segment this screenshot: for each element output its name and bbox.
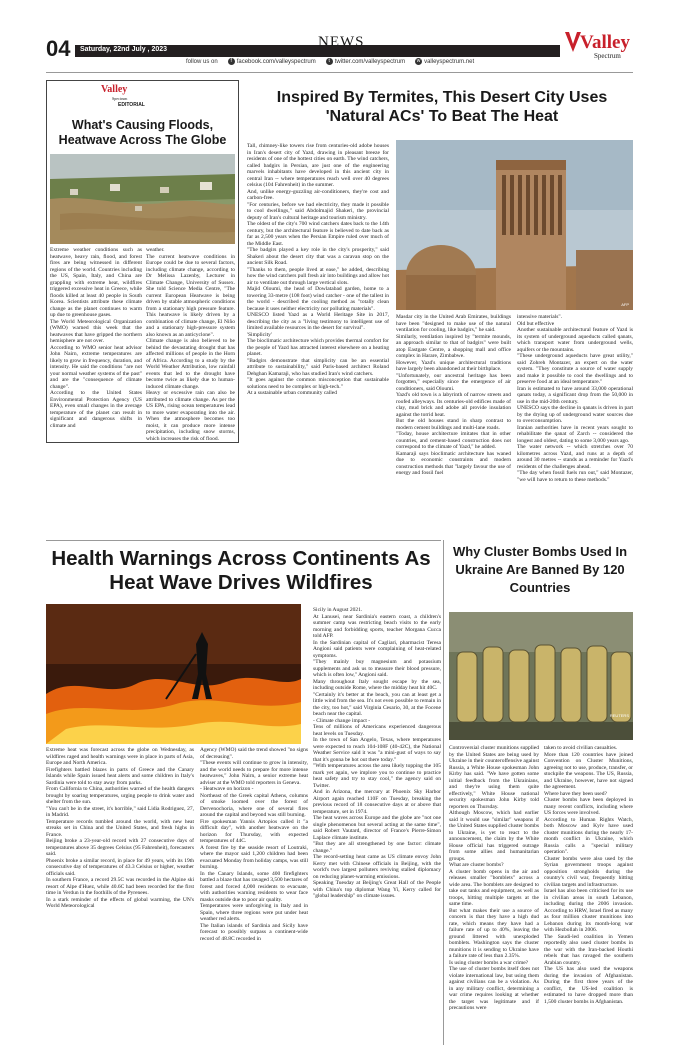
facebook-link[interactable]: f facebook.com/valleyspectrum — [228, 58, 316, 65]
munitions-photo — [449, 612, 633, 740]
cluster-column-2: taken to avoid civilian casualties. More than 120 countries have joined Convention on Cluster Munitions, agreeing not to use, produce, transfer, or stockpile the weapons. The US, Russia, and Ukraine, however, have not signed the agreement. Where have they been used? Cluster bombs have been deployed in many recent conflicts, including where US forces were involved. According to Human Rights Watch, both Moscow and Kyiv have used cluster munitions during the nearly 17-month conflict in Ukraine, which Russia calls a "special military operation". Cluster bombs were also used by the Syrian government troops against opposition strongholds during the country's civil war, frequently hitting civilian targets and infrastructure. Israel has also been criticised for its use in civilian areas in south Lebanon, including during the 2006 invasion. According to HRW, Israel fired as many as four million cluster munitions into Lebanon during its month-long war with Hezbollah in 2006. The Saudi-led coalition in Yemen reportedly also used cluster bombs in the war with the Iran-backed Houthi rebels that has ravaged the southern Arabian country. The US has also used the weapons during the invasion of Afghanistan. During the first three years of the conflict, the US-led coalition is estimated to have dropped more than 1,500 cluster bombs in Afghanistan. — [544, 745, 633, 1005]
editorial-headline: What's Causing Floods, Heatwave Across The Globe — [58, 118, 227, 147]
termites-column-2: Masdar city in the United Arab Emirates, buildings have been "designed to make use of the natural ventilation for cooling, like badgirs," he said. Similarly, ventilation inspired by "termite mounds, an approach similar to that of badgirs" were built atop Eastgate Centre, a shopping mall and office complex in Harare, Zimbabwe. However, Yazd's unique architectural traditions have largely been abandoned at their birthplace. "Unfortunately, our ancestral heritage has been forgotten," especially since the emergence of air conditioners, said Oloumi. Yazd's old town is a labyrinth of narrow streets and roofed alleyways. Its centuries-old edifices made of clay, mud brick and adobe all provide insulation against the torrid heat. But the old houses stand in sharp contrast to modern cement buildings and multi-lane roads. "Today, house architecture imitates that in other countries, and cement-based construction does not correspond to the climate of Yazd," he added. Kamaraji says bioclimatic architecture has waned due to economic constraints and modern construction methods that "largely favour the use of energy and fossil fuel — [396, 314, 511, 476]
facebook-icon: f — [228, 58, 235, 65]
social-links — [186, 58, 474, 65]
column-divider — [443, 540, 444, 1045]
wind-catcher-photo — [396, 140, 633, 310]
editorial-brand-name: Valley — [101, 84, 128, 95]
website-link[interactable]: w valleyspectrum.net — [416, 58, 475, 65]
editorial-column-1: Extreme weather conditions such as heatwave, heavy rain, flood, and forest fires are being witnessed in different regions of the world. Countries including the US, Spain, Italy, and China are grappling with extreme heat, wildfires triggered excessive heat in Greece, while floods killed at least 40 people in South Korea. Scientists attribute these climate change as the planet continues to warm up due to greenhouse gases. The World Meteorological Organization (WMO) warned this week that the heatwaves that have gripped the northern hemisphere are not over. According to WMO senior heat advisor John Nairn, extreme temperatures are likely to grow in frequency, duration, and intensity. He said the conditions "are not your normal weather systems of the past" and are the "consequence of climate change". According to the United States Environmental Protection Agency (US EPA), even small changes in the average temperature of the planet can result in significant and dangerous shifts in climate and — [50, 247, 142, 429]
health-headline: Health Warnings Across Continents As Heat Wave Drives Wildfires — [51, 547, 431, 594]
issue-date: Saturday, 22nd July , 2023 — [80, 46, 168, 53]
termites-column-1: Tall, chimney-like towers rise from centuries-old adobe houses in Iran's desert city of Yazd, drawing in pleasant breeze for residents of one of the hottest cities on earth. The wind catchers, called badgirs in Persian, are just one of the engineering marvels inhabitants have developed in this ancient city in central Iran -- where temperatures reach well over 40 degrees celsius (104 Fahrenheit) in the summer. And, unlike energy-guzzling air-conditioners, they're cost and carbon-free. "For centuries, before we had electricity, they made it possible to cool dwellings," said Abdolmajid Shakeri, the provincial deputy of Iran's cultural heritage and tourism ministry. The oldest of the city's 700 wind catchers dates back to the 14th century, but the architectural feature is believed to date back as far as 2,500 years when the Persian Empire ruled over much of the Middle East. "The badgirs played a key role in the city's prosperity," said Shakeri about the desert city that was a caravan stop on the ancient Silk Road. "Thanks to them, people lived at ease," he added, describing how the wind catchers pull fresh air into buildings and allow hot air to ventilate out through large vertical slots. Majid Oloumi, the head of Dowlatabad garden, home to a towering 33-metre (108 foot) wind catcher - one of the tallest in the world - described the cooling method as "totally clean because it uses neither electricity nor polluting materials". UNESCO listed Yazd as a World Heritage Site in 2017, describing the city as a "living testimony to intelligent use of limited available resources in the desert for survival". 'Simplicity' The bioclimatic architecture which provides thermal comfort for the people of Yazd has attracted interest elsewhere on a heating planet. "Badgirs demonstrate that simplicity can be an essential attribute to sustainability," said Paris-based architect Roland Dehghan Kamaraji, who has studied Iran's wind catchers. "It goes against the common misconception that sustainable solutions need to be complex or high-tech." At a sustainable urban community called — [247, 143, 389, 396]
editorial-label: EDITORIAL — [118, 102, 145, 108]
cluster-headline: Why Cluster Bombs Used In Ukraine Are Banned By 120 Countries — [452, 544, 628, 595]
section-title: NEWS — [318, 34, 365, 50]
header-divider — [46, 72, 633, 73]
health-column-1: Extreme heat was forecast across the globe on Wednesday, as wildfires raged and health warnings were in place in parts of Asia, Europe and North America. Firefighters battled blazes in parts of Greece and the Canary Islands while Spain issued heat alerts and some children in Italy's Sardinia were told to stay away from parks. From California to China, authorities warned of the health dangers brought by soaring temperatures, urging people to drink water and shelter from the sun. "You can't be in the street, it's horrible," said Lidia Rodriguez, 27, in Madrid. Temperature records tumbled around the world, with new heat streaks set in China and the United States, and fresh highs in France. Beijing broke a 23-year-old record with 27 consecutive days of temperatures above 35 degrees Celsius (95 Fahrenheit), forecasters said. Phoenix broke a similar record, in place for 49 years, with its 19th consecutive day of temperatures of 43.3 Celsius or higher, weather officials said. In southern France, a record 29.5C was recorded in the Alpine ski resort of Alpe d'Huez, while 40.6C had been recorded for the first time in Verdun in the foothills of the Pyrenees. In a stark reminder of the effects of global warming, the UN's World Meteorological — [46, 747, 194, 909]
wildfire-photo — [46, 604, 301, 744]
twitter-icon: t — [326, 58, 333, 65]
page-number: 04 — [46, 36, 71, 61]
section-divider — [46, 540, 441, 541]
cluster-photo-credit: REUTERS — [609, 713, 629, 718]
brand-name: Valley — [580, 32, 630, 53]
twitter-link[interactable]: t twitter.com/valleyspectrum — [326, 58, 405, 65]
termites-photo-credit: AFP — [621, 302, 629, 307]
flood-photo — [50, 154, 235, 244]
editorial-brand-subtitle: Spectrum — [112, 96, 128, 101]
brand-subtitle: Spectrum — [594, 52, 621, 60]
follow-label: follow us on — [186, 58, 218, 65]
termites-column-3: intensive materials". Old but effective Another sustainable architectural feature of Yazd is its system of underground aqueducts called qanats, which transport water from underground wells, aquifers or the mountains. "These underground aqueducts have great utility," said Zohreh Montazer, an expert on the water system. "They constitute a source of water supply and make it possible to cool the dwellings and to preserve food at an ideal temperature." Iran is estimated to have around 33,000 operational qanats today, a significant drop from the 50,000 in use in the mid-20th century. UNESCO says the decline in qanats is driven in part by the drying up of underground water sources due to overconsumption. Iranian authorities have in recent years sought to rehabilitate the qanat of Zarch -- considered the longest and oldest, dating to some 3,000 years ago. The water network -- which stretches over 70 kilometres across Yazd, and runs at a depth of around 30 metres -- stands as a reminder for Yazd's residents of the challenges ahead. "The day when fossil fuels run out," said Montazer, "we will have to return to these methods." — [517, 314, 633, 483]
editorial-column-2: weather. The current heatwave conditions in Europe could be due to several factors, including climate change, according to Dr Melissa Lazenby, Lecturer in Climate Change, University of Sussex. She told Science Media Centre, "The current European Heatwave is being driven by stable atmospheric conditions from a stationary high pressure feature. This heatwave is likely driven by a combination of climate change, El Niño and a stationary high-pressure system also known as an anticyclone". Climate change is also believed to be behind the devastating drought that has affected millions of people in the Horn of Africa. According to a study by the World Weather Attribution, low rainfall events that led to the drought have become twice as likely due to human-induced climate change. Heavy or excessive rain can also be attributed to climate change. As per the US EPA, rising ocean temperatures lead to more water evaporating into the air. When the atmosphere becomes too moist, it can produce more intense precipitation, including snow storms, which increases the risk of flood. — [146, 247, 235, 442]
termites-headline: Inspired By Termites, This Desert City Uses 'Natural ACs' To Beat The Heat — [276, 89, 608, 125]
globe-icon: w — [416, 58, 421, 64]
cluster-column-1: Controversial cluster munitions supplied by the United States are being used by Ukraine in their counteroffensive against Russia, a White House spokesman John Kirby has said. "We have gotten some initial feedback from the Ukrainians, and they're using them quite effectively," White House national security spokesman John Kirby told reporters on Thursday. Although Moscow, which had earlier said it would use "similar" weapons if the United States supplied cluster bombs to Ukraine, is yet to react to the announcement, the claim by the White House official has triggered outrage from some allies and humanitarian groups. What are cluster bombs? A cluster bomb opens in the air and releases smaller "bomblets" across a wide area. The bomblets are designed to take out tanks and equipment, as well as troops, hitting multiple targets at the same time. But what makes their use a source of concern is that they have a high dud rate, which means they have had a failure rate of up to 40%, leaving the ground littered with unexploded bomblets. Washington says the cluster munitions it is sending to Ukraine have a failure rate of less than 2.35%. Is using cluster bombs a war crime? The use of cluster bombs itself does not violate international law, but using them against civilians can be a violation. As in any military conflict, determining a war crime requires looking at whether the target was legitimate and if precautions were — [449, 745, 540, 1011]
health-column-2: Agency (WMO) said the trend showed "no signs of decreasing". "These events will continue to grow in intensity, and the world needs to prepare for more intense heatwaves," John Nairn, a senior extreme heat adviser at the WMO told reporters in Geneva. - Heatwave on horizon - Northeast of the Greek capital Athens, columns of smoke loomed over the forest of Dervenochoria, where one of several fires around the capital and beyond was still burning. Fire spokesman Yannis Artopios called it "a difficult day", with another heatwave on the horizon for Thursday, with expected temperatures of 44C. A forest fire by the seaside resort of Loutraki, where the mayor said 1,200 children had been evacuated Monday from holiday camps, was still burning. In the Canary Islands, some 400 firefighters battled a blaze that has ravaged 3,500 hectares of forest and forced 4,000 residents to evacuate, with authorities warning residents to wear face masks outside due to poor air quality. Temperatures were unforgiving in Italy and in Spain, where three regions were put under heat weather red alerts. The Italian islands of Sardinia and Sicily have forecast to possibly surpass a continent-wide record of 48.8C recorded in — [200, 747, 308, 942]
health-column-3: Sicily in August 2021. At Lanusei, near Sardinia's eastern coast, a children's summer camp was restricting beach visits to the early morning and forbidding sports, teacher Morgana Cucca told AFP. In the Sardinian capital of Cagliari, pharmacist Teresa Angioni said patients were complaining of heat-related symptoms. "They mainly buy magnesium and potassium supplements and ask us to measure their blood pressure, which is often low," Angioni said. Many throughout Italy sought escape by the sea, including outside Rome, where the midday heat hit 40C. "Certainly it's better at the beach, you can at least get a little wind from the sea. It's not even possible to remain in the city, too hot," said Virginia Cesario, 30, at the Focene beach near the capital. - Climate change impact - Tens of millions of Americans experienced dangerous heat levels on Tuesday. In the town of San Angelo, Texas, where temperatures were expected to reach 104-108F (40-42C), the National Weather Service said it was "a mini-gust of ways to say that it's gonna be hot out there today." "With temperatures across the area likely topping the 105 mark yet again, we implore you to continue to practice heat safety and try to stay cool," the agency said on Twitter. And in Arizona, the mercury at Phoenix Sky Harbor Airport again reached 110F on Tuesday, breaking the previous record of 18 consecutive days at or above that temperature, set in 1974. The heat waves across Europe and the globe are "not one single phenomenon but several acting at the same time", said Robert Vautard, director of France's Pierre-Simon Laplace climate institute. "But they are all strengthened by one factor: climate change." The record-setting heat came as US climate envoy John Kerry met with Chinese officials in Beijing, with the world's two largest polluters reviving stalled diplomacy on reducing planet-warming emissions. Speaking Tuesday at Beijing's Great Hall of the People with China's top diplomat Wang Yi, Kerry called for "global leadership" on climate issues. — [313, 607, 441, 899]
